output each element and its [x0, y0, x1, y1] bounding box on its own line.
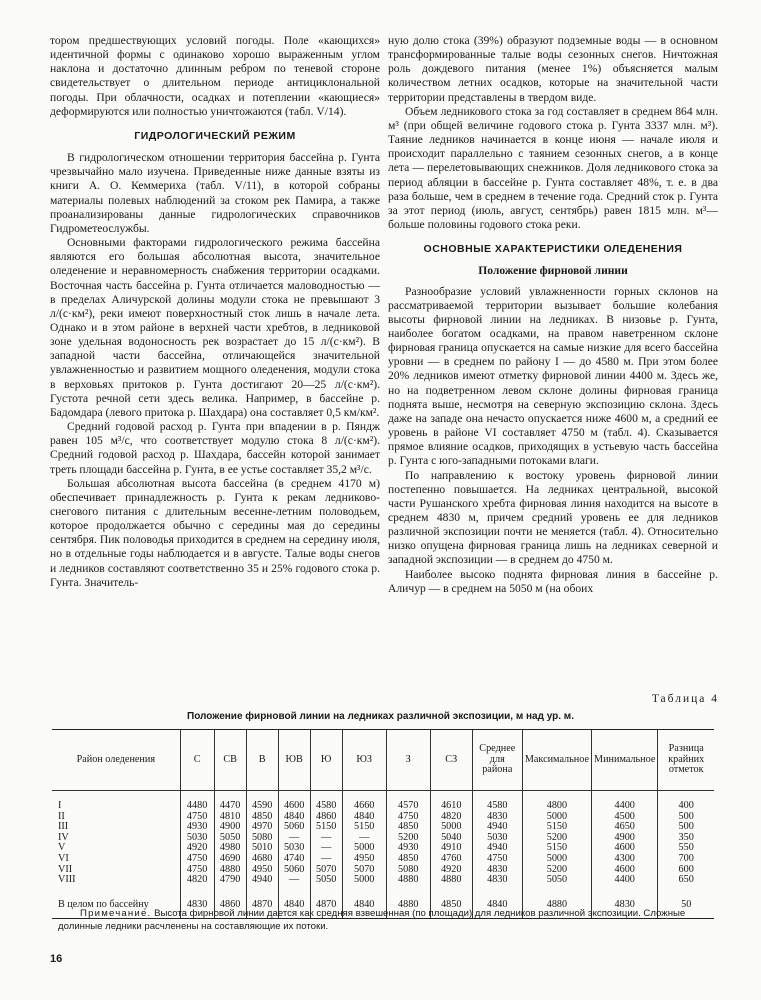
header-se: ЮВ [278, 730, 310, 791]
section-heading-glaciation: ОСНОВНЫЕ ХАРАКТЕРИСТИКИ ОЛЕДЕНЕНИЯ [423, 243, 683, 256]
section-heading-hydrological-regime: ГИДРОЛОГИЧЕСКИЙ РЕЖИМ [134, 129, 296, 142]
cell-se: 4600 4840 5060 — 5030 4740 5060 — [278, 791, 310, 894]
header-difference: Разница крайних отметок [658, 730, 714, 791]
note-label: Примечание. [80, 908, 152, 919]
total-w: 4880 [386, 894, 430, 919]
paragraph-hydro-2: Основными факторами гидрологического режима бассейна являются его большая абсолютная высота, значительное оледенение и неравномерность снабжения территории осадками. Восточная часть бассейна р. Гунта отличается маловодностью — в пределах Аличурской долины модули стока не превышают 3 л/(с·км²), реки имеют поверхностный сток лишь в начале лета. Однако и в этом районе в верхней части хребтов, в ледниковой зоне удельная водоносность рек возрастает до 15 л/(с·км²). В западной части бассейна, отличающейся значительной увлажненностью и развитием мощного оледенения, модули стока в верховьях притоков р. Гунта достигают 20—25 л/(с·км²). Густота речной сети здесь велика. Например, в бассейне р. Бадомдара (левого притока р. Шахдара) она составляет 0,5 км/км². [50, 236, 380, 419]
total-n: 4830 [180, 894, 214, 919]
paragraph-continuation: тором предшествующих условий погоды. Поле «кающихся» идентичной формы с одинаково хорошо выраженным углом наклона и достаточно длинным ребром по теневой стороне свидетельствует о длительном периоде антициклональной погоды. При облачности, осадках и потеплении «кающиеся» деформируются или полностью уничтожаются (табл. V/14). [50, 34, 380, 118]
table-note [58, 907, 708, 933]
paragraph-firn-2: По направлению к востоку уровень фирновой линии постепенно повышается. На ледниках центральной, высокой части Рушанского хребта фирновая линия находится на высоте в среднем 4830 м, причем средний уровень ее для ледников различной экспозиции почти не меняется (табл. 4). Относительно низко опущена фирновая граница лишь на ледниках северной и западной экспозиции — в среднем до 4750 м. [388, 468, 718, 567]
cell-ne: 4470 4810 4900 5050 4980 4690 4880 4790 [214, 791, 246, 894]
header-e: В [246, 730, 278, 791]
header-w: З [386, 730, 430, 791]
paragraph-firn-1: Разнообразие условий увлажненности горных склонов на рассматриваемой территории вызывает большие колебания высоты фирновой линии на ледниках. В низовье р. Гунта, наиболее богатом осадками, на правом наветренном склоне фирновая граница опускается на самые низкие для всего бассейна уровни — в среднем по району I — до 4580 м. При этом более 20% ледников имеют отметку фирновой линии 4400 м. Здесь же, но на подветренном левом склоне долины фирновая граница поднята выше, несмотря на северную экспозицию склона. Здесь даже на западе она нечасто опускается ниже 4600 м, а средний ее уровень в районе VI составляет 4750 м (табл. 4). Сказывается прямое влияние осадков, приходящих в устьевую часть бассейна р. Гунта с юго-западными потоками влаги. [388, 284, 718, 468]
firn-line-table [52, 729, 714, 919]
total-ne: 4860 [214, 894, 246, 919]
header-nw: СЗ [430, 730, 472, 791]
cell-difference: 400 500 500 350 550 700 600 650 [658, 791, 714, 894]
cell-e: 4590 4850 4970 5080 5010 4680 4950 4940 [246, 791, 278, 894]
cell-nw: 4610 4820 5000 5040 4910 4760 4920 4880 [430, 791, 472, 894]
total-e: 4870 [246, 894, 278, 919]
total-difference: 50 [658, 894, 714, 919]
header-district: Район оледенения [52, 730, 180, 791]
total-mean: 4840 [472, 894, 522, 919]
cell-sw: 4660 4840 5150 — 5000 4950 5070 5000 [342, 791, 386, 894]
paragraph-glacier-flow: Объем ледникового стока за год составляет в среднем 864 млн. м³ (при общей величине годового стока р. Гунта 3337 млн. м³). Таяние ледников начинается в конце июня — начале июля и происходит параллельно с таянием сезонных снегов, а в конце лета — перелетовывающих снежников. Доля ледникового стока за период абляции в бассейне р. Гунта составляет 48%, т. е. в два раза больше, чем в среднем в течение года. Средний сток р. Гунта за этот период (июль, август, сентябрь) равен 1815 млн. м³— больше половины годового стока реки. [388, 104, 718, 232]
header-s: Ю [310, 730, 342, 791]
paragraph-continuation-right: ную долю стока (39%) образуют подземные воды — в основном трансформированные талые воды сезонных снегов. Ничтожная роль дождевого питания (менее 1%) объясняется малым количеством летних осадков, которые на значительной части территории представлены в твердом виде. [388, 34, 718, 104]
table-caption: Положение фирновой линии на ледниках различной экспозиции, м над ур. м. [187, 711, 574, 722]
cell-n: 4480 4750 4930 5030 4920 4750 4750 4820 [180, 791, 214, 894]
note-text: Высота фирновой линии дается как средняя взвешенная (по площади) для ледников различной экспозиции. Сложные долинные ледники расчленены на составляющие их потоки. [58, 908, 686, 932]
table-header-row [52, 730, 714, 791]
cell-max: 4800 5000 5150 5200 5150 5000 5200 5050 [522, 791, 591, 894]
paragraph-hydro-1: В гидрологическом отношении территория бассейна р. Гунта чрезвычайно мало изучена. Приведенные ниже данные взяты из книги А. О. Кеммериха (табл. V/11), в которой собраны материалы полевых наблюдений за стоком рек Памира, а также проанализированы данные гидрологических справочников Гидрометеослужбы. [50, 151, 380, 235]
total-se: 4840 [278, 894, 310, 919]
header-ne: СВ [214, 730, 246, 791]
right-column [388, 34, 718, 596]
table-body-row [52, 791, 714, 894]
total-label: В целом по бассейну [52, 894, 180, 919]
left-column [50, 34, 380, 590]
total-sw: 4840 [342, 894, 386, 919]
header-n: С [180, 730, 214, 791]
header-sw: ЮЗ [342, 730, 386, 791]
subheading-firn-line: Положение фирновой линии [478, 264, 628, 278]
header-min: Минимальное [592, 730, 658, 791]
header-max: Максимальное [522, 730, 591, 791]
paragraph-hydro-3: Средний годовой расход р. Гунта при впадении в р. Пяндж равен 105 м³/с, что соответствует модулю стока 8 л/(с·км²). Средний годовой расход р. Шахдара, бассейн которой занимает треть площади бассейна р. Гунта, в ее устье составляет 35,2 м³/с. [50, 420, 380, 476]
cell-s: 4580 4860 5150 — — — 5070 5050 [310, 791, 342, 894]
cell-districts: I II III IV V VI VII VIII [58, 800, 76, 886]
cell-min: 4400 4500 4650 4900 4600 4300 4600 4400 [592, 791, 658, 894]
cell-mean: 4580 4830 4940 5030 4940 4750 4830 4830 [472, 791, 522, 894]
total-nw: 4850 [430, 894, 472, 919]
paragraph-hydro-4: Большая абсолютная высота бассейна (в среднем 4170 м) обеспечивает принадлежность р. Гунта к рекам ледниково-снегового питания с длительным весенне-летним половодьем, которое продолжается обычно с середины мая до середины сентября. Пик половодья приходится в среднем на середину июля, но в отдельные годы наблюдается и в августе. Талые воды снегов и ледников составляют соответственно 35 и 25% годового стока р. Гунта. Значитель- [50, 476, 380, 589]
paragraph-firn-3: Наиболее высоко поднята фирновая линия в бассейне р. Аличур — в среднем на 5050 м (на обоих [388, 567, 718, 595]
table-number: Таблица 4 [651, 693, 719, 705]
page-number: 16 [50, 953, 63, 965]
cell-w: 4570 4750 4850 5200 4930 4850 5080 4880 [386, 791, 430, 894]
total-s: 4870 [310, 894, 342, 919]
total-max: 4880 [522, 894, 591, 919]
header-mean: Среднее для района [472, 730, 522, 791]
total-min: 4830 [592, 894, 658, 919]
